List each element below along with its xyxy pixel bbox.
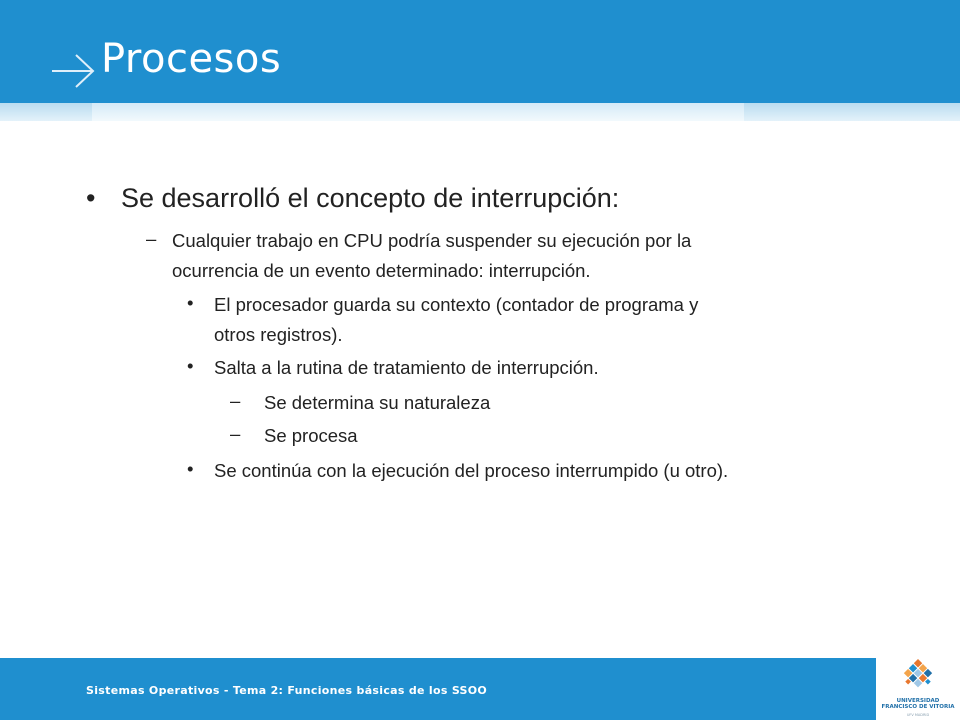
step-3-line-1: Se continúa con la ejecución del proceso interrumpido (u otro). xyxy=(214,460,729,481)
logo-wordmark xyxy=(878,698,958,710)
step-bullet: • xyxy=(187,458,194,479)
sub-point-line-2: ocurrencia de un evento determinado: interrupción. xyxy=(172,260,591,281)
slide-title: Procesos xyxy=(101,36,282,82)
step-bullet: • xyxy=(187,292,194,313)
step-bullet: • xyxy=(187,355,194,376)
step-1-line-2: otros registros). xyxy=(214,324,343,345)
substep-dash: – xyxy=(230,423,241,444)
logo-subline: UFV MADRID xyxy=(906,713,930,717)
step-2-line-1: Salta a la rutina de tratamiento de interrupción. xyxy=(214,357,599,378)
substep-1: Se determina su naturaleza xyxy=(264,392,491,413)
sub-point-line-1: Cualquier trabajo en CPU podría suspender su ejecución por la xyxy=(172,230,692,251)
main-bullet: • xyxy=(86,183,96,213)
footer-caption: Sistemas Operativos - Tema 2: Funciones básicas de los SSOO xyxy=(86,684,488,697)
substep-dash: – xyxy=(230,390,241,411)
step-1-line-1: El procesador guarda su contexto (contador de programa y xyxy=(214,294,699,315)
university-logo-icon xyxy=(896,654,940,698)
logo-line-1: UNIVERSIDAD xyxy=(896,698,940,704)
sub-point-dash: – xyxy=(146,228,157,249)
arrow-right-icon xyxy=(50,52,98,90)
logo-line-2: FRANCISCO DE VITORIA xyxy=(881,704,955,710)
header-strip-accent xyxy=(92,103,744,121)
substep-2: Se procesa xyxy=(264,425,358,446)
main-point: Se desarrolló el concepto de interrupción: xyxy=(121,183,620,213)
